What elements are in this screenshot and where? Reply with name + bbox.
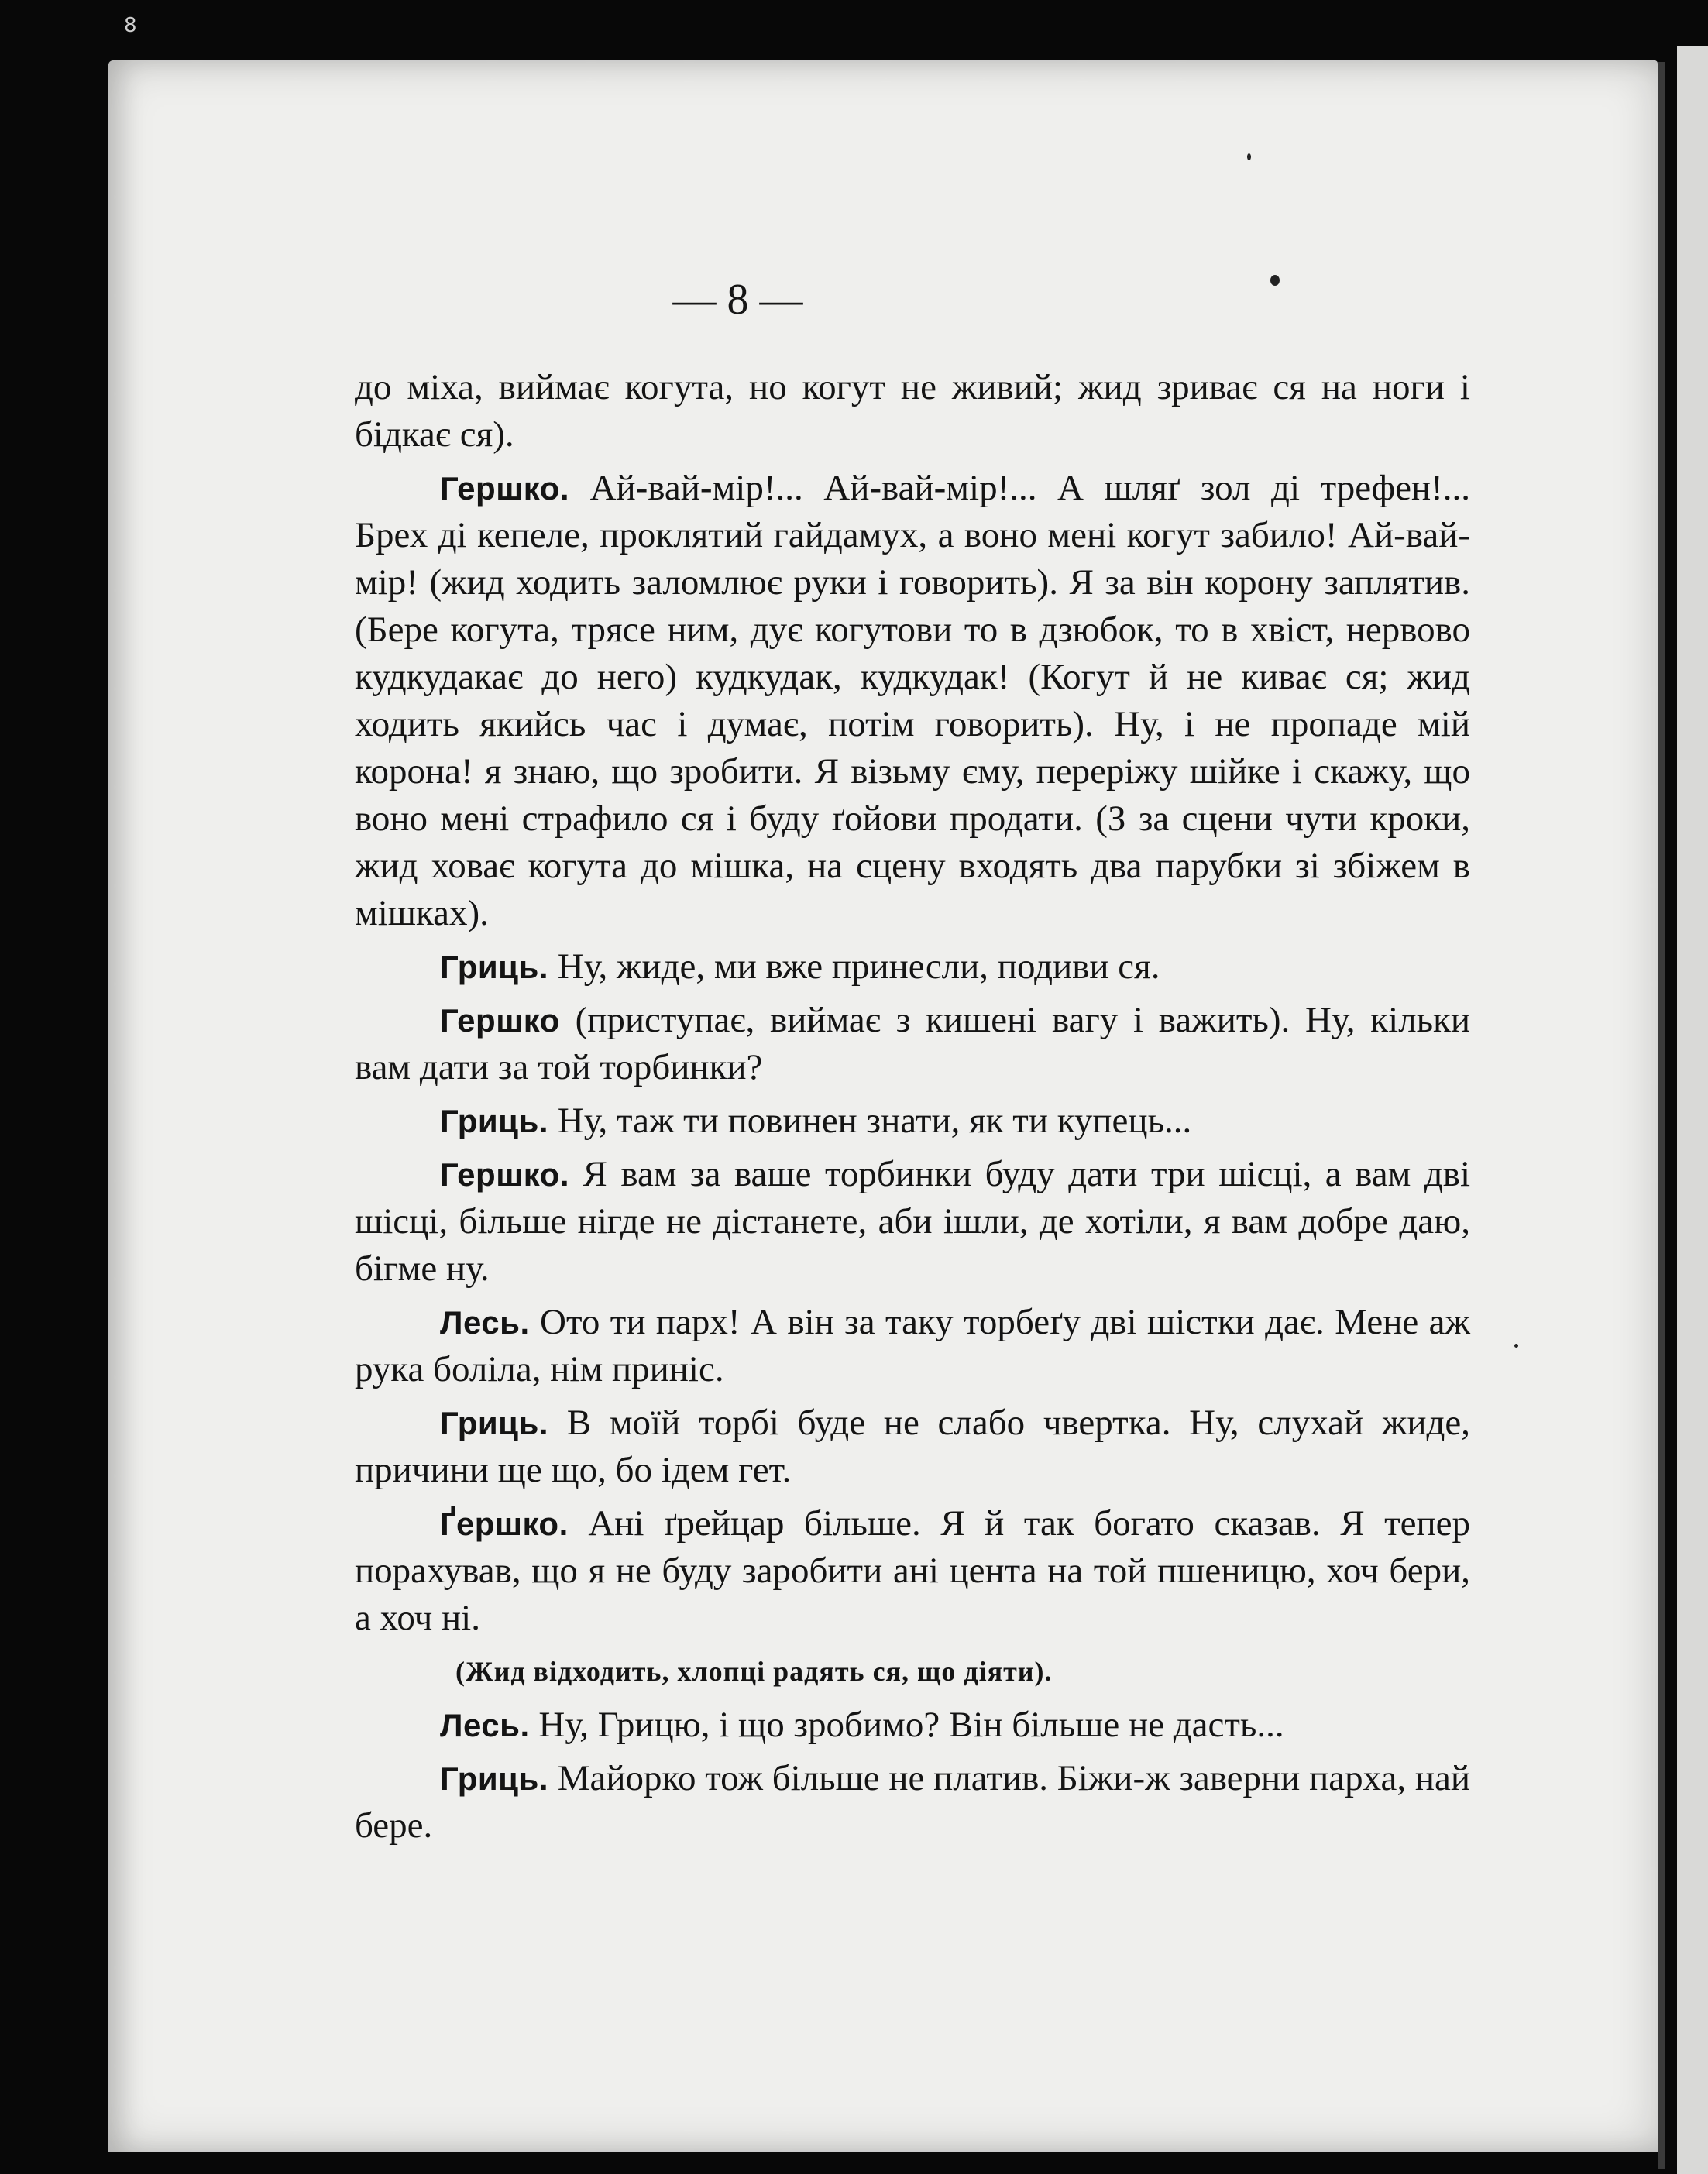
dialogue-text: Ай-вай-мір!... Ай-вай-мір!... А шляґ зол ді трефен!... Брех ді кепеле, проклятий гайдамух, а воно мені когут забило! Ай-вай-мір! (жид ходить заломлює руки і говорить). Я за він корону заплятив. (Бере когута, трясе ним, дує когутови то в дзюбок, то в хвіст, нервово кудкудакає до него) кудкудак, кудкудак! (Когут й не киває ся; жид ходить якийсь час і думає, потім говорить). Ну, і не пропаде мій корона! я знаю, що зробити. Я візьму єму, переріжу шійке і скажу, що воно мені страфило ся і буду ґойови продати. (З за сцени чути кроки, жид ховає когута до мішка, на сцену входять два парубки зі збіжем в мішках). — [355, 468, 1470, 933]
speaker-name: Гриць. — [440, 1405, 548, 1441]
dialogue-line — [355, 1755, 1470, 1849]
speaker-name: Лесь. — [440, 1707, 530, 1743]
dialogue-line — [355, 1500, 1470, 1642]
dialogue-text: Я вам за ваше торбинки буду дати три шісці, а вам дві шісці, більше нігде не дістанете, аби ішли, де хотіли, я вам добре даю, бігме ну. — [355, 1154, 1471, 1289]
adjacent-page-edge — [1677, 46, 1708, 2174]
speaker-name: Ґершко. — [440, 1506, 569, 1542]
dialogue-line — [355, 1400, 1470, 1494]
paragraph-text: до міха, виймає когута, но когут не живий; жид зриває ся на ноги і бідкає ся). — [355, 367, 1470, 455]
speaker-name: Гриць. — [440, 1103, 548, 1139]
dialogue-text: Ну, Грицю, і що зробимо? Він більше не дасть... — [538, 1705, 1284, 1745]
dialogue-line — [355, 1097, 1470, 1145]
corner-mark: 8 — [124, 14, 137, 37]
dialogue-text: Ані ґрейцар більше. Я й так богато сказав. Я тепер порахував, що я не буду заробити ані цента на той пшеницю, хоч бери, а хоч ні. — [355, 1503, 1471, 1638]
dialogue-text: (приступає, виймає з кишені вагу і важить). Ну, кільки вам дати за той торбинки? — [355, 1000, 1471, 1087]
ink-speck — [1514, 1344, 1518, 1348]
page-number: — 8 — — [672, 276, 803, 324]
ink-speck — [1247, 153, 1251, 160]
play-text-body — [355, 364, 1470, 1856]
dialogue-text: В моїй торбі буде не слабо чвертка. Ну, слухай жиде, причини ще що, бо ідем гет. — [355, 1403, 1470, 1490]
binding-shadow — [1658, 62, 1665, 2169]
dialogue-line — [355, 1702, 1470, 1749]
speaker-name: Лесь. — [440, 1304, 530, 1341]
paragraph — [355, 364, 1470, 458]
speaker-name: Гриць. — [440, 949, 548, 985]
dialogue-line — [355, 997, 1470, 1091]
dialogue-line — [355, 943, 1470, 991]
dialogue-text: Ну, жиде, ми вже принесли, подиви ся. — [557, 946, 1160, 987]
dialogue-line — [355, 1151, 1470, 1293]
speaker-name: Гершко — [440, 1002, 560, 1039]
speaker-name: Гершко. — [440, 470, 569, 507]
dialogue-text: Ну, таж ти повинен знати, як ти купець... — [557, 1101, 1192, 1141]
stage-direction: (Жид відходить, хлопці радять ся, що діяти). — [455, 1656, 1053, 1687]
speaker-name: Гершко. — [440, 1156, 569, 1193]
dialogue-text: Майорко тож більше не платив. Біжи-ж заверни парха, най бере. — [355, 1758, 1471, 1846]
dialogue-line — [355, 1299, 1470, 1393]
dialogue-line — [355, 465, 1470, 937]
speaker-name: Гриць. — [440, 1760, 548, 1797]
dialogue-text: Ото ти парх! А він за таку торбеґу дві шістки дає. Мене аж рука боліла, нім приніс. — [355, 1302, 1470, 1389]
